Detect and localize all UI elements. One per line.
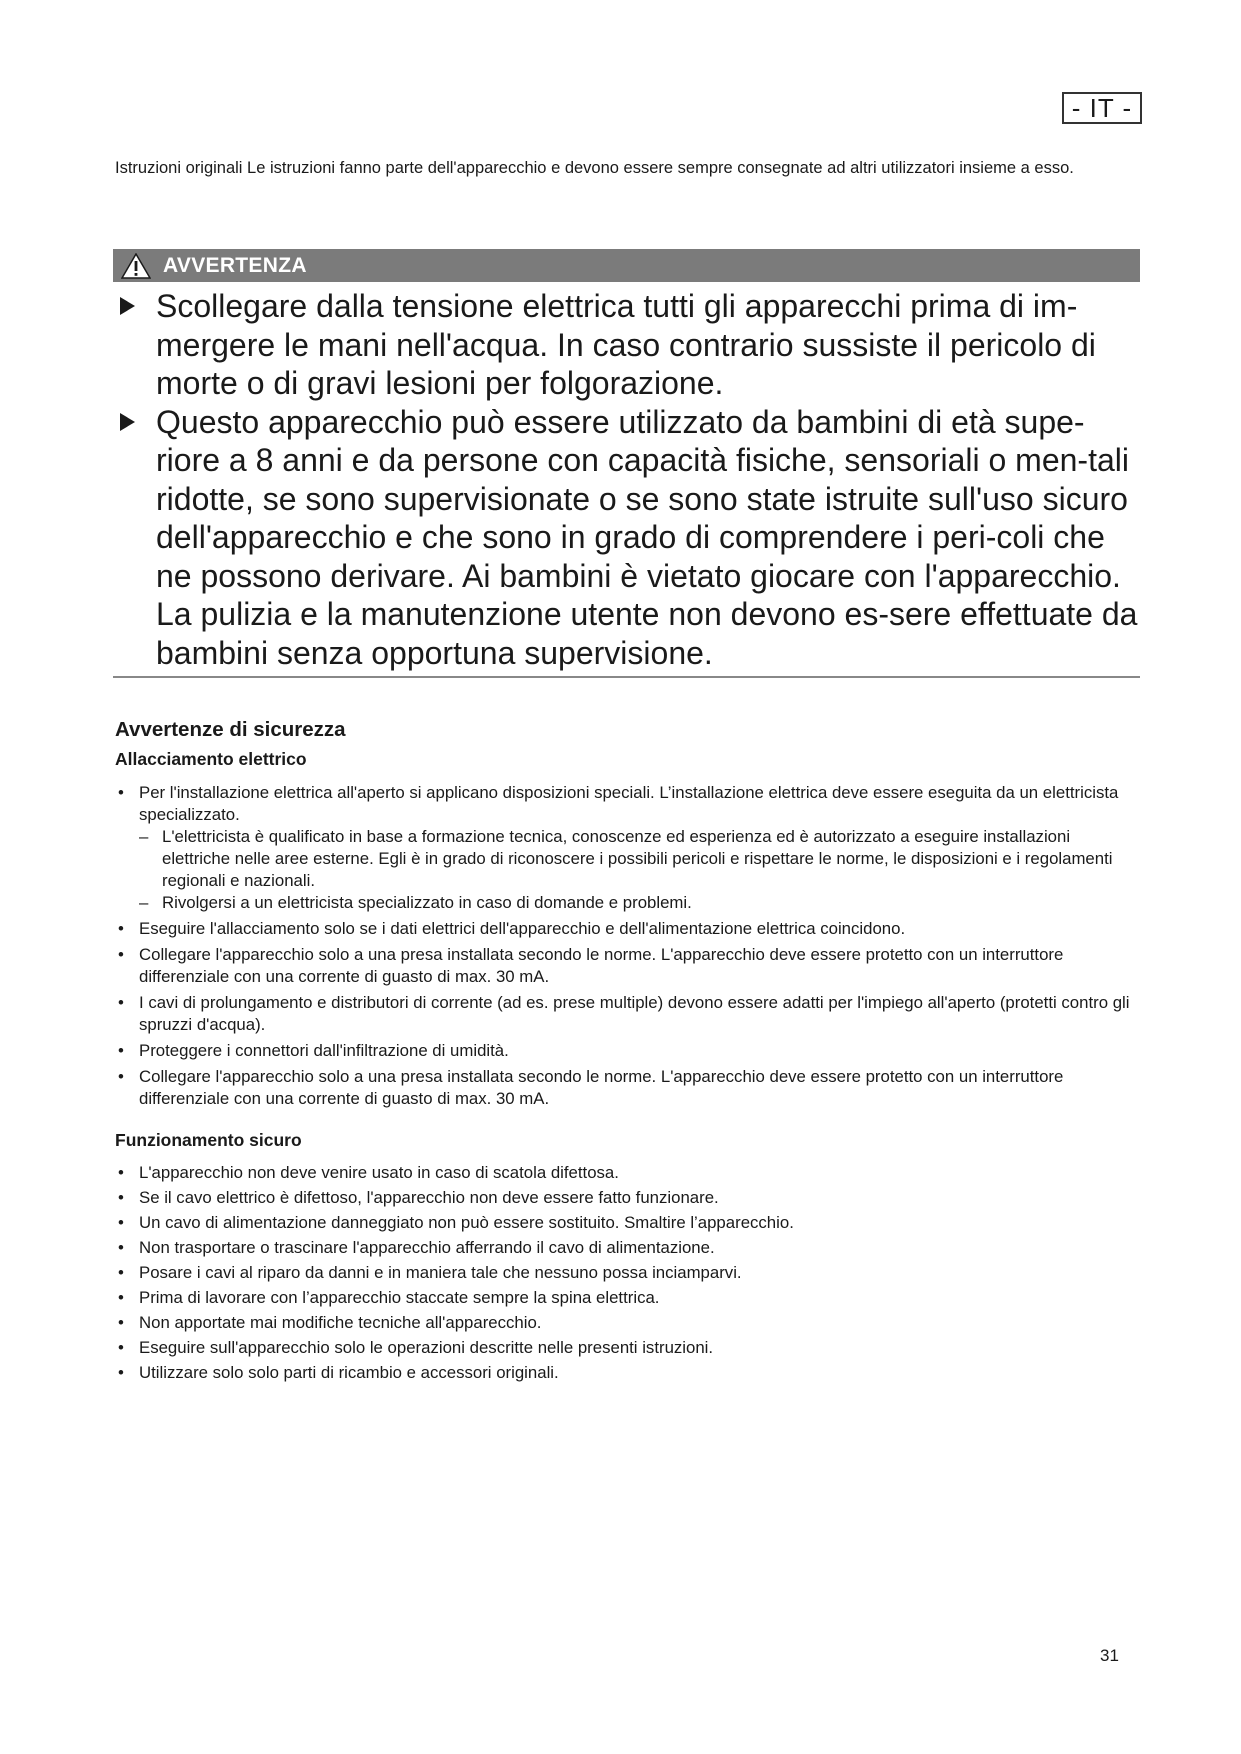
list-item: • I cavi di prolungamento e distributori di corrente (ad es. prese multiple) devono essere adatti per l'impiego all'aperto (protetti contro gli spruzzi d'acqua). <box>115 992 1140 1036</box>
arrow-right-icon <box>120 297 135 315</box>
list-item: • Posare i cavi al riparo da danni e in maniera tale che nessuno possa inciamparvi. <box>115 1262 1140 1284</box>
language-tag: - IT - <box>1062 92 1142 124</box>
list-item: • Eseguire l'allacciamento solo se i dati elettrici dell'apparecchio e dell'alimentazione elettrica coincidono. <box>115 918 1140 940</box>
list-subitem: – Rivolgersi a un elettricista specializzato in caso di domande e problemi. <box>115 892 1140 914</box>
list-item: • Proteggere i connettori dall'infiltrazione di umidità. <box>115 1040 1140 1062</box>
list-item: • Collegare l'apparecchio solo a una presa installata secondo le norme. L'apparecchio deve essere protetto con un interruttore differenziale con una corrente di guasto di max. 30 mA. <box>115 1066 1140 1110</box>
list-item: • Utilizzare solo solo parti di ricambio e accessori originali. <box>115 1362 1140 1384</box>
subsection-title-operation: Funzionamento sicuro <box>115 1130 302 1150</box>
list-item: • Per l'installazione elettrica all'aperto si applicano disposizioni speciali. L’installazione elettrica deve essere eseguita da un elettricista specializzato. <box>115 782 1140 826</box>
list-item: • Non trasportare o trascinare l'apparecchio afferrando il cavo di alimentazione. <box>115 1237 1140 1259</box>
section-title: Avvertenze di sicurezza <box>115 718 346 741</box>
intro-text: Istruzioni originali Le istruzioni fanno parte dell'apparecchio e devono essere sempre consegnate ad altri utilizzatori insieme a esso. <box>115 159 1074 177</box>
list-item: • Un cavo di alimentazione danneggiato non può essere sostituito. Smaltire l’apparecchio. <box>115 1212 1140 1234</box>
list-item: • Se il cavo elettrico è difettoso, l'apparecchio non deve essere fatto funzionare. <box>115 1187 1140 1209</box>
warning-body <box>120 287 1140 672</box>
warning-triangle-icon <box>121 252 155 280</box>
page-number: 31 <box>1100 1646 1119 1665</box>
electrical-list <box>115 782 1140 1110</box>
list-item: • L'apparecchio non deve venire usato in caso di scatola difettosa. <box>115 1162 1140 1184</box>
warning-item-text: Scollegare dalla tensione elettrica tutti gli apparecchi prima di im-mergere le mani nell'acqua. In caso contrario sussiste il pericolo di morte o di gravi lesioni per folgorazione. <box>156 288 1096 401</box>
list-item: • Non apportate mai modifiche tecniche all'apparecchio. <box>115 1312 1140 1334</box>
list-item: • Prima di lavorare con l’apparecchio staccate sempre la spina elettrica. <box>115 1287 1140 1309</box>
list-item: • Eseguire sull'apparecchio solo le operazioni descritte nelle presenti istruzioni. <box>115 1337 1140 1359</box>
warning-item <box>120 287 1140 403</box>
operation-list <box>115 1162 1140 1387</box>
list-subitem: – L'elettricista è qualificato in base a formazione tecnica, conoscenze ed esperienza ed è autorizzato a eseguire installazioni elettriche nelle aree esterne. Egli è in grado di riconoscere i possibili pericoli e rispettare le norme, le disposizioni e i regolamenti regionali e nazionali. <box>115 826 1140 892</box>
arrow-right-icon <box>120 413 135 431</box>
warning-divider <box>113 676 1140 678</box>
warning-title: AVVERTENZA <box>163 253 307 277</box>
subsection-title-electrical: Allacciamento elettrico <box>115 749 307 769</box>
list-item: • Collegare l'apparecchio solo a una presa installata secondo le norme. L'apparecchio deve essere protetto con un interruttore differenziale con una corrente di guasto di max. 30 mA. <box>115 944 1140 988</box>
warning-item-text: Questo apparecchio può essere utilizzato da bambini di età supe-riore a 8 anni e da persone con capacità fisiche, sensoriali o men-tali ridotte, se sono supervisionate o se sono state istruite sull'uso sicuro dell'apparecchio e che sono in grado di comprendere i peri-coli che ne possono derivare. Ai bambini è vietato giocare con l'apparecchio. La pulizia e la manutenzione utente non devono es-sere effettuate da bambini senza opportuna supervisione. <box>156 403 1138 671</box>
warning-item <box>120 403 1140 673</box>
warning-header <box>113 249 1140 282</box>
